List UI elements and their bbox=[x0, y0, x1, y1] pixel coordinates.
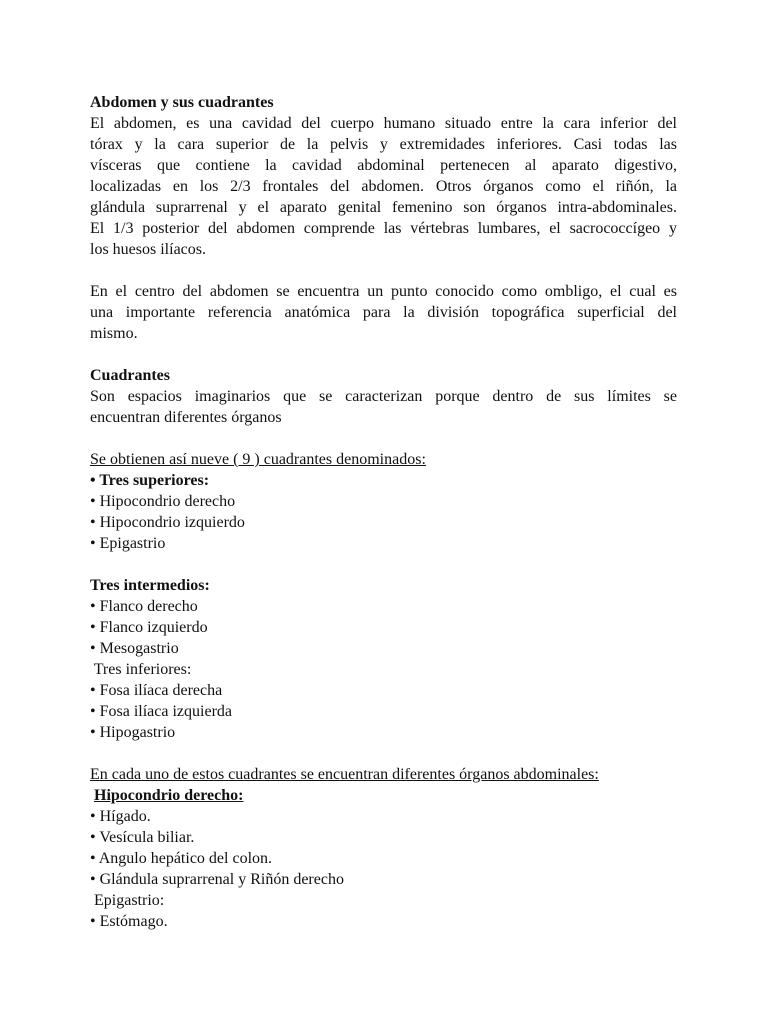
inferiores-heading: Tres inferiores: bbox=[90, 661, 192, 678]
paragraph-line: tórax y la cara superior de la pelvis y extremidades inferiores. Casi todas las bbox=[90, 136, 677, 153]
document-page bbox=[90, 92, 677, 932]
list-item: • Mesogastrio bbox=[90, 640, 179, 657]
hipocondrio-derecho-heading: Hipocondrio derecho: bbox=[94, 787, 244, 804]
list-item: • Vesícula biliar. bbox=[90, 829, 195, 846]
superiores-list bbox=[90, 491, 677, 554]
spacer bbox=[90, 344, 677, 365]
paragraph-line: encuentran diferentes órganos bbox=[90, 409, 282, 426]
paragraph-line: vísceras que contiene la cavidad abdominal pertenecen al aparato digestivo, bbox=[90, 157, 677, 174]
cuadrantes-heading: Cuadrantes bbox=[90, 367, 171, 384]
list-item: • Glándula suprarrenal y Riñón derecho bbox=[90, 871, 344, 888]
organos-heading: En cada uno de estos cuadrantes se encuentran diferentes órganos abdominales: bbox=[90, 766, 599, 783]
list-item: • Epigastrio bbox=[90, 535, 166, 552]
paragraph-line: El 1/3 posterior del abdomen comprende las vértebras lumbares, el sacrococcígeo y bbox=[90, 220, 677, 237]
list-item: • Flanco derecho bbox=[90, 598, 198, 615]
paragraph-line: El abdomen, es una cavidad del cuerpo humano situado entre la cara inferior del bbox=[90, 115, 677, 132]
list-item: • Fosa ilíaca derecha bbox=[90, 682, 223, 699]
intermedios-heading: Tres intermedios: bbox=[90, 577, 210, 594]
list-item: • Fosa ilíaca izquierda bbox=[90, 703, 232, 720]
hipocondrio-derecho-heading-row bbox=[90, 785, 677, 806]
paragraph-line: Son espacios imaginarios que se caracterizan porque dentro de sus límites se bbox=[90, 388, 677, 405]
paragraph-line: los huesos ilíacos. bbox=[90, 241, 206, 258]
spacer bbox=[90, 428, 677, 449]
hipocondrio-derecho-list bbox=[90, 806, 677, 890]
inferiores-list bbox=[90, 680, 677, 743]
list-item: • Hígado. bbox=[90, 808, 151, 825]
paragraph-line: una importante referencia anatómica para la división topográfica superficial del bbox=[90, 304, 677, 321]
nine-quadrants-heading: Se obtienen así nueve ( 9 ) cuadrantes denominados: bbox=[90, 451, 426, 468]
epigastrio-list bbox=[90, 911, 677, 932]
list-item: • Hipocondrio derecho bbox=[90, 493, 236, 510]
list-item: • Estómago. bbox=[90, 913, 168, 930]
superiores-heading: • Tres superiores: bbox=[90, 472, 210, 489]
list-item: • Flanco izquierdo bbox=[90, 619, 208, 636]
ombligo-paragraph bbox=[90, 281, 677, 344]
intermedios-list bbox=[90, 596, 677, 659]
cuadrantes-paragraph bbox=[90, 386, 677, 428]
list-item: • Hipocondrio izquierdo bbox=[90, 514, 245, 531]
list-item: • Hipogastrio bbox=[90, 724, 176, 741]
spacer bbox=[90, 260, 677, 281]
document-title: Abdomen y sus cuadrantes bbox=[90, 94, 274, 111]
paragraph-line: localizadas en los 2/3 frontales del abdomen. Otros órganos como el riñón, la bbox=[90, 178, 677, 195]
paragraph-line: En el centro del abdomen se encuentra un punto conocido como ombligo, el cual es bbox=[90, 283, 677, 300]
paragraph-line: glándula suprarrenal y el aparato genital femenino son órganos intra-abdominales. bbox=[90, 199, 677, 216]
list-item: • Angulo hepático del colon. bbox=[90, 850, 273, 867]
spacer bbox=[90, 743, 677, 764]
intro-paragraph bbox=[90, 113, 677, 260]
spacer bbox=[90, 554, 677, 575]
paragraph-line: mismo. bbox=[90, 325, 138, 342]
epigastrio-heading: Epigastrio: bbox=[90, 892, 165, 909]
